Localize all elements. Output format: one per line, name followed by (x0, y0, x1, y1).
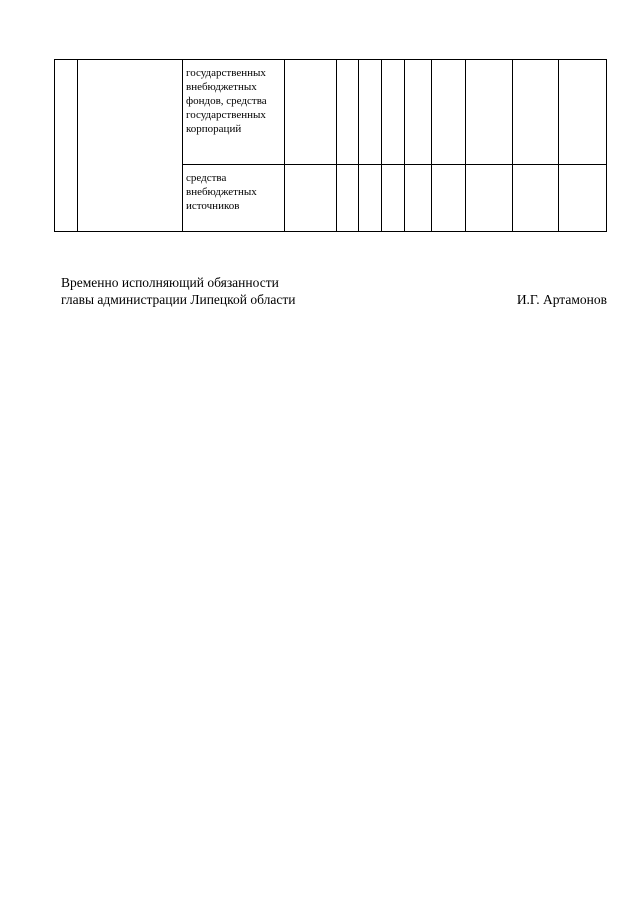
table-cell-empty (359, 60, 382, 165)
cell-text-line: внебюджетных (186, 81, 257, 93)
table-cell-empty (466, 165, 513, 232)
table-cell-empty (432, 165, 466, 232)
cell-text-line: средства (186, 172, 227, 184)
table-cell-empty (382, 165, 405, 232)
table-cell-funding-source (183, 60, 285, 165)
cell-text-line: источников (186, 200, 240, 212)
table-cell-empty (285, 165, 337, 232)
table-cell-empty (432, 60, 466, 165)
table-cell-empty (405, 60, 432, 165)
table-cell-empty (405, 165, 432, 232)
table-cell-empty (337, 165, 359, 232)
table-cell-empty (513, 60, 559, 165)
table-cell-empty (359, 165, 382, 232)
cell-text-line: государственных (186, 109, 266, 121)
signatory-name: И.Г. Артамонов (516, 292, 607, 307)
cell-text-line: внебюджетных (186, 186, 257, 198)
table-cell-empty (382, 60, 405, 165)
signature-block (61, 274, 607, 308)
table-cell-empty (559, 165, 607, 232)
cell-text-line: государственных (186, 67, 266, 79)
table-cell-number (55, 60, 78, 232)
signatory-title-line: главы администрации Липецкой области (61, 292, 296, 307)
cell-text-line: фондов, средства (186, 95, 267, 107)
funding-table (54, 59, 607, 232)
table-cell-empty (337, 60, 359, 165)
table-cell-empty (466, 60, 513, 165)
table-cell-empty (559, 60, 607, 165)
signatory-title-line: Временно исполняющий обязанности (61, 275, 279, 290)
table-cell-empty (285, 60, 337, 165)
table-cell-empty (513, 165, 559, 232)
cell-text-line: корпораций (186, 123, 242, 135)
table-cell-name (78, 60, 183, 232)
table-row (55, 60, 607, 165)
table-cell-funding-source (183, 165, 285, 232)
